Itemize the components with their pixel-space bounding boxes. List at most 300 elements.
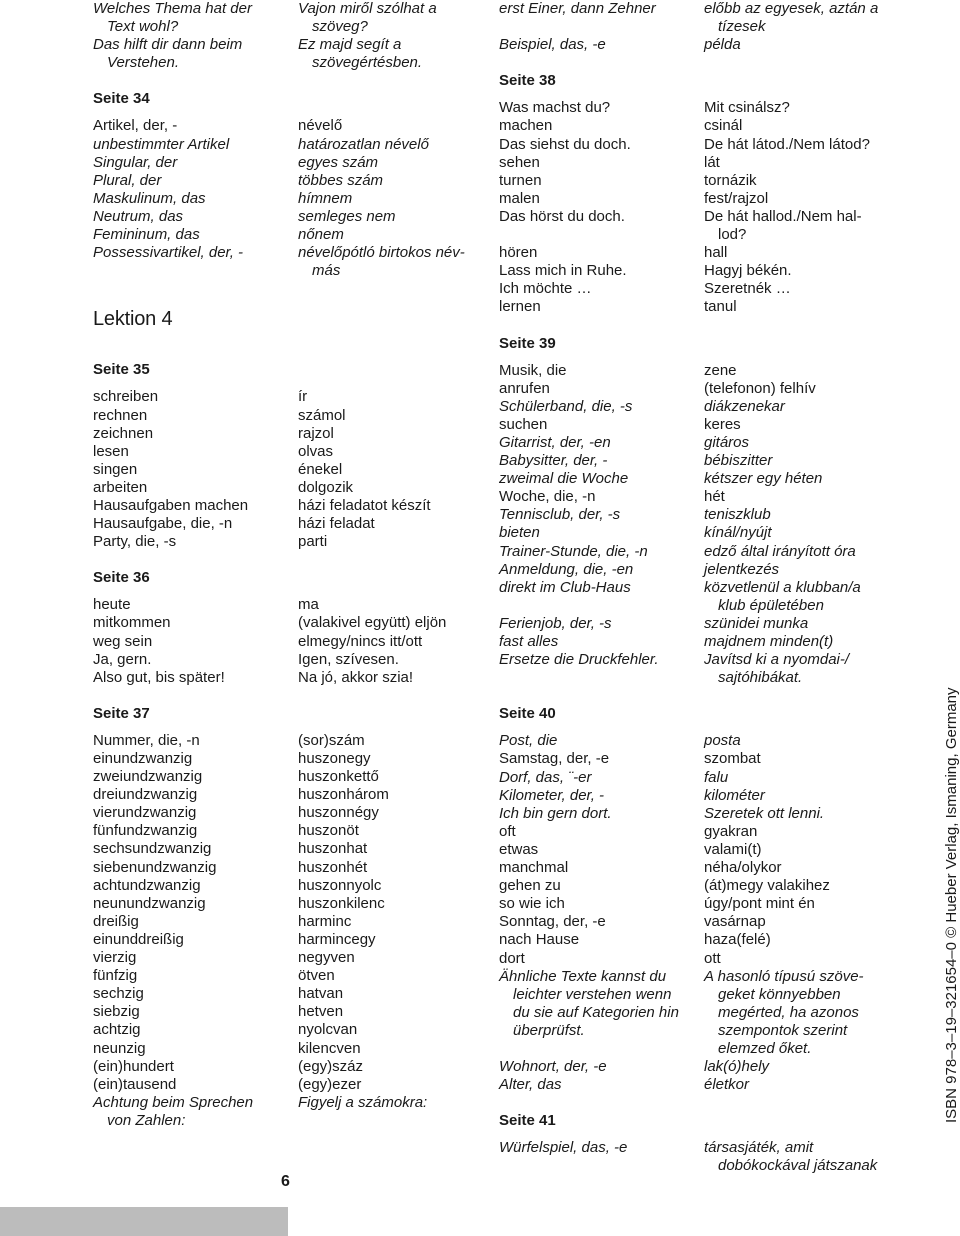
term-line: zweimal die Woche [499, 470, 629, 488]
hungarian-translation [704, 732, 894, 750]
spacer [93, 72, 468, 90]
german-term [499, 913, 704, 931]
term-line: előbb az egyesek, aztán a [704, 0, 879, 17]
term-line: Würfelspiel, das, -e [499, 1139, 628, 1157]
term-line: szombat [704, 750, 761, 768]
spacer [499, 723, 894, 732]
hungarian-translation [298, 877, 468, 895]
hungarian-translation [704, 244, 894, 262]
hungarian-translation [298, 840, 468, 858]
hungarian-translation [704, 488, 894, 506]
hungarian-translation [704, 787, 894, 805]
spacer [499, 687, 894, 705]
term-continuation-line: überprüfst. [513, 1021, 585, 1039]
vocabulary-entry [499, 877, 894, 895]
term-line: huszonegy [298, 750, 371, 767]
term-line: huszonhét [298, 858, 368, 876]
german-term [93, 614, 298, 632]
term-line: hören [499, 244, 538, 262]
hungarian-translation [704, 36, 894, 54]
vocabulary-entry [93, 967, 468, 985]
german-term [93, 190, 298, 208]
vocabulary-entry [499, 823, 894, 841]
term-line: példa [704, 36, 741, 54]
hungarian-translation [704, 0, 894, 36]
vocabulary-entry [93, 497, 468, 515]
term-line: Possessivartikel, der, - [93, 244, 244, 262]
term-line: Post, die [499, 732, 558, 750]
german-term [499, 362, 704, 380]
term-line: Schülerband, die, -s [499, 397, 633, 415]
german-term [93, 651, 298, 669]
german-term [499, 651, 704, 669]
hungarian-translation [704, 1076, 894, 1094]
page-section-heading: Seite 35 [93, 361, 150, 379]
term-line: teniszklub [704, 506, 771, 524]
german-term [93, 840, 298, 858]
german-term [499, 524, 704, 542]
term-line: Ez majd segít a [298, 36, 402, 54]
term-line: tanul [704, 298, 737, 316]
term-line: többes szám [298, 171, 384, 189]
vocabulary-entry [93, 443, 468, 461]
term-line: Javítsd ki a nyomdai-/ [704, 651, 850, 669]
term-line: posta [704, 732, 741, 750]
term-line: életkor [704, 1076, 750, 1094]
vocabulary-entry [93, 226, 468, 244]
term-line: Ersetze die Druckfehler. [499, 651, 659, 669]
term-line: Figyelj a számokra: [298, 1093, 428, 1111]
hungarian-translation [704, 615, 894, 633]
hungarian-translation [298, 479, 468, 497]
term-line: Wohnort, der, -e [499, 1058, 607, 1076]
vocabulary-entry [93, 651, 468, 669]
term-line: kilométer [704, 786, 765, 804]
vocabulary-entry [499, 434, 894, 452]
german-term [93, 443, 298, 461]
term-continuation-line: Verstehen. [107, 54, 179, 72]
term-line: úgy/pont mint én [704, 895, 815, 913]
german-term [93, 425, 298, 443]
hungarian-translation [298, 190, 468, 208]
german-term [93, 208, 298, 226]
term-line: machen [499, 117, 553, 135]
german-term [499, 750, 704, 768]
term-continuation-line: von Zahlen: [107, 1111, 186, 1129]
german-term [93, 1040, 298, 1058]
hungarian-translation [298, 0, 468, 36]
isbn-imprint: ISBN 978–3–19–321654–0 © Hueber Verlag, Ismaning, Germany [943, 687, 960, 1123]
hungarian-translation [298, 117, 468, 135]
vocabulary-entry [499, 841, 894, 859]
german-term [93, 768, 298, 786]
german-term [93, 633, 298, 651]
hungarian-translation [298, 497, 468, 515]
hungarian-translation [298, 750, 468, 768]
hungarian-translation [704, 877, 894, 895]
hungarian-translation [298, 244, 468, 280]
page-section-heading: Seite 36 [93, 569, 150, 587]
german-term [499, 506, 704, 524]
term-line: zeichnen [93, 424, 154, 442]
vocabulary-entry [499, 931, 894, 949]
vocabulary-entry [93, 0, 468, 36]
german-term [499, 579, 704, 597]
term-continuation-line: sajtóhibákat. [718, 669, 803, 687]
term-line: Das siehst du doch. [499, 135, 631, 153]
vocabulary-entry [93, 822, 468, 840]
german-term [93, 895, 298, 913]
german-term [499, 1058, 704, 1076]
term-line: nach Hause [499, 931, 580, 949]
term-line: Hausaufgabe, die, -n [93, 515, 233, 533]
term-line: névelő [298, 117, 343, 135]
hungarian-translation [704, 913, 894, 931]
term-line: névelőpótló birtokos név- [298, 244, 465, 262]
vocabulary-entry [93, 190, 468, 208]
spacer [93, 331, 468, 343]
term-line: semleges nem [298, 207, 396, 225]
term-continuation-line: más [312, 262, 341, 280]
hungarian-translation [704, 895, 894, 913]
german-term [93, 407, 298, 425]
term-line: nőnem [298, 226, 344, 244]
term-line: Also gut, bis später! [93, 668, 225, 686]
german-term [499, 859, 704, 877]
term-line: huszonnyolc [298, 876, 382, 894]
vocabulary-entry [93, 117, 468, 135]
vocabulary-entry [499, 913, 894, 931]
german-term [499, 0, 704, 18]
term-line: olvas [298, 442, 334, 460]
term-continuation-line: geket könnyebben [718, 985, 841, 1003]
left-vocabulary-column [93, 0, 468, 1130]
term-line: Musik, die [499, 361, 567, 379]
term-line: Neutrum, das [93, 207, 184, 225]
vocabulary-entry [499, 452, 894, 470]
term-line: lernen [499, 298, 541, 316]
vocabulary-entry [93, 1058, 468, 1076]
term-line: huszonkettő [298, 768, 379, 786]
term-line: anrufen [499, 379, 550, 397]
term-line: ma [298, 596, 319, 614]
term-line: dort [499, 949, 525, 967]
german-term [499, 244, 704, 262]
term-line: (ein)tausend [93, 1075, 177, 1093]
term-line: hetven [298, 1003, 344, 1021]
term-line: direkt im Club-Haus [499, 578, 631, 596]
german-term [499, 488, 704, 506]
term-line: lesen [93, 442, 129, 460]
term-continuation-line: szempontok szerint [718, 1021, 848, 1039]
term-line: oft [499, 822, 516, 840]
page-section-heading: Seite 37 [93, 704, 150, 722]
term-line: sechsundzwanzig [93, 840, 212, 858]
german-term [93, 804, 298, 822]
term-line: fünfundzwanzig [93, 822, 198, 840]
vocabulary-entry [93, 750, 468, 768]
spacer [93, 687, 468, 705]
term-line: malen [499, 189, 540, 207]
german-term [93, 226, 298, 244]
german-term [499, 208, 704, 226]
vocabulary-entry [93, 931, 468, 949]
hungarian-translation [704, 1139, 894, 1175]
hungarian-translation [298, 36, 468, 72]
hungarian-translation [704, 633, 894, 651]
term-line: vierundzwanzig [93, 804, 197, 822]
german-term [93, 1058, 298, 1076]
term-line: csinál [704, 117, 743, 135]
hungarian-translation [704, 931, 894, 949]
spacer [93, 280, 468, 307]
vocabulary-entry [499, 172, 894, 190]
hungarian-translation [298, 614, 468, 632]
term-line: Artikel, der, - [93, 117, 178, 135]
vocabulary-entry [499, 0, 894, 36]
term-line: Nummer, die, -n [93, 731, 200, 749]
german-term [93, 750, 298, 768]
term-line: bébiszitter [704, 452, 773, 470]
term-line: Achtung beim Sprechen [93, 1093, 254, 1111]
hungarian-translation [298, 1094, 468, 1112]
vocabulary-entry [93, 804, 468, 822]
vocabulary-entry [93, 949, 468, 967]
spacer [93, 108, 468, 117]
hungarian-translation [704, 750, 894, 768]
hungarian-translation [298, 651, 468, 669]
german-term [93, 1094, 298, 1130]
german-term [499, 732, 704, 750]
term-line: mitkommen [93, 614, 171, 632]
hungarian-translation [704, 208, 894, 244]
term-line: turnen [499, 171, 542, 189]
term-line: erst Einer, dann Zehner [499, 0, 656, 17]
term-line: (egy)száz [298, 1057, 364, 1075]
hungarian-translation [298, 822, 468, 840]
term-line: dreißig [93, 912, 139, 930]
vocabulary-entry [499, 1076, 894, 1094]
term-line: huszonhat [298, 840, 368, 858]
hungarian-translation [298, 407, 468, 425]
vocabulary-entry [499, 579, 894, 615]
term-continuation-line: szöveg? [312, 18, 368, 36]
term-line: kilencven [298, 1039, 361, 1057]
vocabulary-entry [93, 461, 468, 479]
term-line: Dorf, das, ¨-er [499, 768, 592, 786]
term-line: Mit csinálsz? [704, 99, 790, 117]
term-line: Sonntag, der, -e [499, 913, 606, 931]
vocabulary-entry [93, 1021, 468, 1039]
term-line: (telefonon) felhív [704, 379, 816, 397]
vocabulary-entry [499, 950, 894, 968]
hungarian-translation [704, 154, 894, 172]
hungarian-translation [298, 859, 468, 877]
term-line: suchen [499, 415, 548, 433]
term-line: siebzig [93, 1003, 140, 1021]
vocabulary-entry [93, 1076, 468, 1094]
vocabulary-entry [93, 985, 468, 1003]
hungarian-translation [704, 506, 894, 524]
vocabulary-entry [499, 506, 894, 524]
term-line: Woche, die, -n [499, 488, 596, 506]
hungarian-translation [298, 913, 468, 931]
german-term [93, 877, 298, 895]
term-line: szünidei munka [704, 614, 809, 632]
term-line: fast alles [499, 633, 559, 650]
term-line: Vajon miről szólhat a [298, 0, 437, 17]
german-term [499, 416, 704, 434]
vocabulary-entry [93, 877, 468, 895]
term-line: gitáros [704, 433, 750, 451]
hungarian-translation [298, 1003, 468, 1021]
term-line: hatvan [298, 985, 344, 1003]
term-line: valami(t) [704, 840, 762, 858]
german-term [499, 968, 704, 1040]
german-term [93, 533, 298, 551]
right-vocabulary-column [499, 0, 894, 1176]
vocabulary-entry [499, 615, 894, 633]
term-line: harminc [298, 912, 352, 930]
hungarian-translation [298, 461, 468, 479]
term-line: Das hilft dir dann beim [93, 36, 243, 54]
vocabulary-entry [499, 651, 894, 687]
hungarian-translation [298, 533, 468, 551]
term-line: (át)megy valakihez [704, 877, 830, 895]
term-line: huszonnégy [298, 804, 379, 822]
hungarian-translation [298, 985, 468, 1003]
term-continuation-line: megérted, ha azonos [718, 1003, 859, 1021]
hungarian-translation [298, 208, 468, 226]
vocabulary-entry [499, 136, 894, 154]
german-term [499, 136, 704, 154]
spacer [499, 353, 894, 362]
hungarian-translation [704, 823, 894, 841]
vocabulary-entry [93, 786, 468, 804]
vocabulary-entry [499, 1139, 894, 1175]
term-line: (ein)hundert [93, 1057, 174, 1075]
hungarian-translation [298, 596, 468, 614]
vocabulary-entry [499, 117, 894, 135]
vocabulary-entry [93, 208, 468, 226]
gray-footer-block [0, 1207, 288, 1236]
term-continuation-line: leichter verstehen wenn [513, 985, 672, 1003]
german-term [499, 99, 704, 117]
vocabulary-entry [93, 633, 468, 651]
term-line: A hasonló típusú szöve- [704, 967, 864, 985]
vocabulary-entry [499, 262, 894, 280]
term-line: Babysitter, der, - [499, 452, 608, 470]
german-term [499, 633, 704, 651]
hungarian-translation [298, 1040, 468, 1058]
german-term [499, 380, 704, 398]
term-line: achtundzwanzig [93, 876, 201, 894]
vocabulary-entry [499, 633, 894, 651]
term-line: De hát látod./Nem látod? [704, 135, 870, 153]
hungarian-translation [298, 633, 468, 651]
german-term [499, 36, 704, 54]
term-line: Das hörst du doch. [499, 207, 625, 225]
german-term [499, 452, 704, 470]
german-term [499, 805, 704, 823]
hungarian-translation [298, 172, 468, 190]
term-line: huszonöt [298, 822, 359, 840]
hungarian-translation [704, 859, 894, 877]
term-line: vierzig [93, 949, 137, 967]
term-line: fünfzig [93, 967, 138, 985]
german-term [499, 787, 704, 805]
term-line: De hát hallod./Nem hal- [704, 207, 862, 225]
vocabulary-entry [93, 614, 468, 632]
vocabulary-entry [499, 99, 894, 117]
term-line: Samstag, der, -e [499, 750, 610, 768]
german-term [499, 841, 704, 859]
german-term [499, 877, 704, 895]
german-term [499, 769, 704, 787]
term-line: bieten [499, 524, 540, 542]
term-line: Beispiel, das, -e [499, 36, 606, 54]
german-term [499, 1139, 704, 1157]
vocabulary-entry [499, 543, 894, 561]
term-line: Ferienjob, der, -s [499, 614, 612, 632]
term-continuation-line: szövegértésben. [312, 54, 423, 72]
term-line: Lass mich in Ruhe. [499, 262, 627, 280]
term-line: huszonkilenc [298, 894, 385, 912]
term-line: Plural, der [93, 171, 162, 189]
vocabulary-entry [499, 769, 894, 787]
german-term [499, 615, 704, 633]
hungarian-translation [298, 226, 468, 244]
vocabulary-entry [93, 244, 468, 280]
term-line: manchmal [499, 859, 569, 877]
hungarian-translation [704, 651, 894, 687]
german-term [93, 859, 298, 877]
term-line: dreiundzwanzig [93, 786, 198, 804]
term-line: Party, die, -s [93, 533, 177, 551]
vocabulary-entry [499, 488, 894, 506]
german-term [499, 950, 704, 968]
spacer [499, 1130, 894, 1139]
german-term [93, 967, 298, 985]
hungarian-translation [298, 1021, 468, 1039]
term-line: néha/olykor [704, 859, 782, 877]
term-line: falu [704, 768, 729, 786]
term-line: sehen [499, 153, 540, 171]
german-term [93, 172, 298, 190]
hungarian-translation [704, 136, 894, 154]
hungarian-translation [298, 388, 468, 406]
term-line: Was machst du? [499, 99, 611, 117]
german-term [93, 822, 298, 840]
term-line: házi feladat [298, 515, 375, 533]
hungarian-translation [298, 786, 468, 804]
hungarian-translation [298, 515, 468, 533]
term-line: Ich bin gern dort. [499, 804, 612, 822]
hungarian-translation [704, 579, 894, 615]
german-term [499, 895, 704, 913]
german-term [93, 117, 298, 135]
german-term [499, 298, 704, 316]
spacer [93, 551, 468, 569]
term-line: Ich möchte … [499, 280, 592, 298]
hungarian-translation [298, 443, 468, 461]
term-line: weg sein [93, 632, 153, 650]
german-term [93, 154, 298, 172]
term-line: (valakivel együtt) eljön [298, 614, 447, 632]
term-line: keres [704, 415, 741, 433]
term-continuation-line: lod? [718, 226, 747, 244]
vocabulary-entry [499, 36, 894, 54]
